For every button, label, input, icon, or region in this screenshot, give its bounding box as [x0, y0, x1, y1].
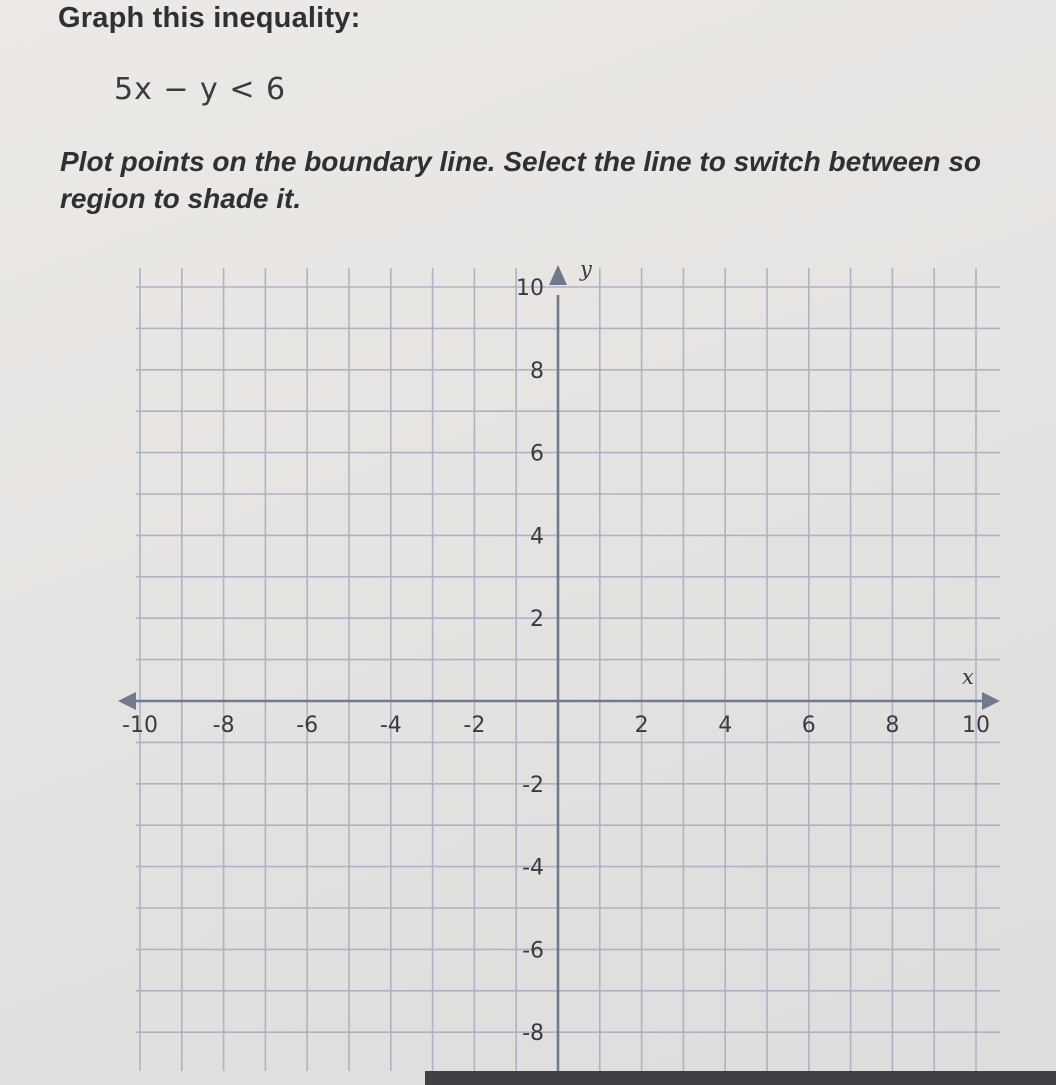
grid-lines: [136, 268, 1000, 1071]
y-tick-label: -2: [522, 772, 544, 798]
x-tick-label: 6: [801, 713, 816, 738]
x-axis-label: x: [962, 665, 974, 689]
y-tick-label: 2: [530, 607, 544, 633]
x-tick-label: -10: [122, 713, 158, 738]
y-tick-label: 8: [530, 358, 544, 384]
x-tick-label: 2: [634, 713, 649, 738]
y-axis-label: y: [580, 257, 592, 281]
y-tick-label: 10: [516, 276, 544, 301]
instructions-line-1: Plot points on the boundary line. Select the line to switch between so: [60, 146, 981, 177]
x-tick-label: -8: [212, 713, 235, 738]
x-tick-label: 10: [962, 713, 990, 738]
x-tick-label: 8: [885, 713, 900, 738]
x-tick-label: -2: [463, 713, 486, 738]
x-axis-right-arrow-icon: [982, 692, 1000, 710]
y-tick-label: 4: [530, 524, 544, 550]
bottom-toolbar-edge: [425, 1071, 1056, 1085]
y-tick-label: 6: [530, 441, 544, 467]
x-tick-labels: [122, 713, 990, 738]
x-axis-left-arrow-icon: [118, 692, 136, 710]
y-tick-label: -8: [522, 1021, 544, 1047]
instructions-line-2: region to shade it.: [60, 183, 302, 214]
inequality-equation: 5x − y < 6: [114, 72, 287, 107]
prompt-title: Graph this inequality:: [58, 2, 361, 34]
y-tick-label: -6: [522, 938, 544, 964]
x-tick-label: -6: [296, 713, 319, 738]
x-tick-label: -4: [379, 713, 402, 738]
y-axis-up-arrow-icon: [549, 265, 567, 285]
y-tick-labels: [508, 276, 544, 1085]
y-tick-label: -4: [522, 855, 544, 881]
x-tick-label: 4: [718, 713, 733, 738]
